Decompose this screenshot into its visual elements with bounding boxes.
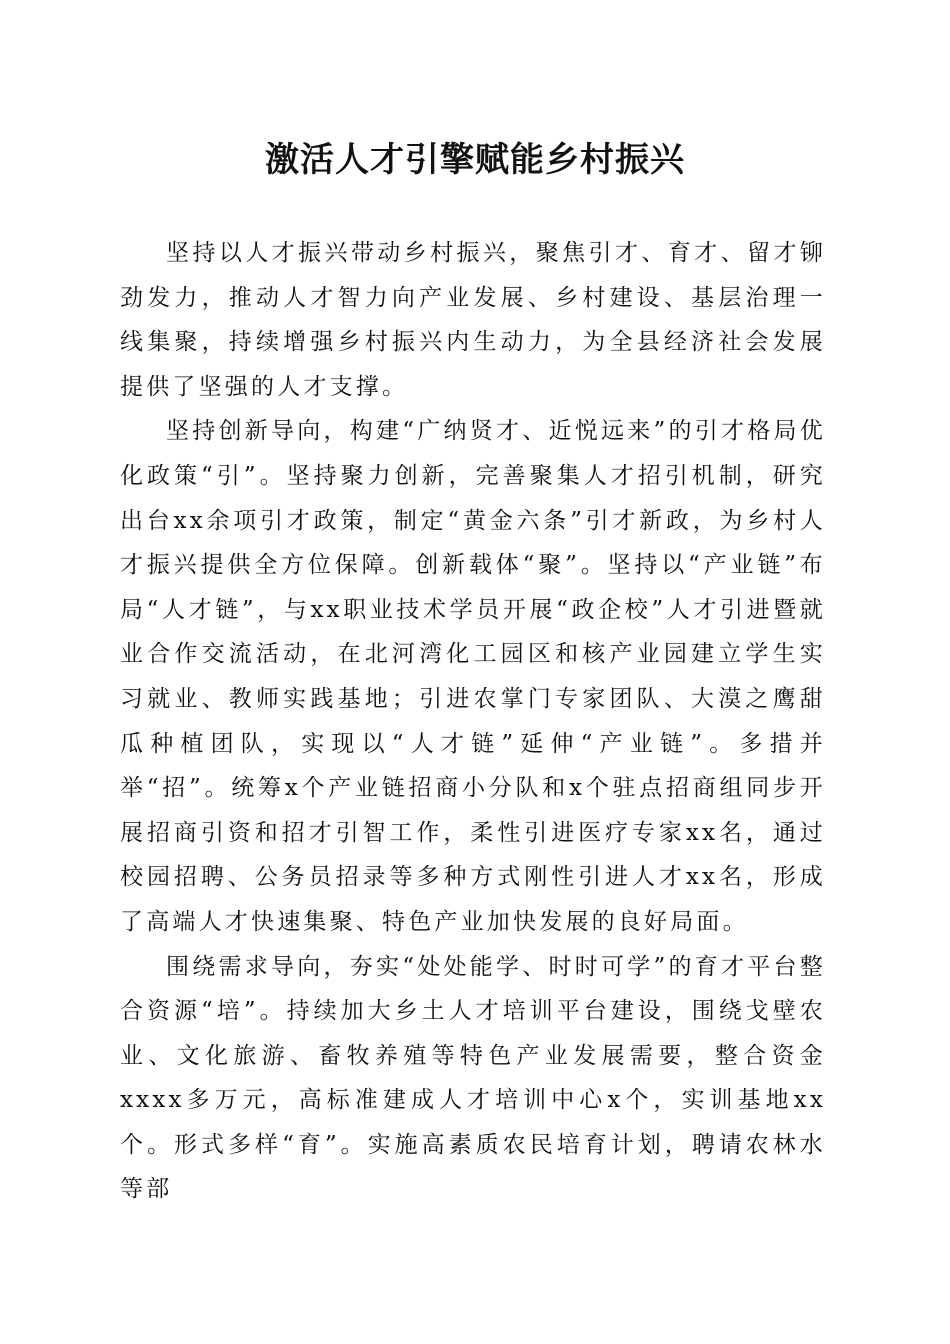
document-title: 激活人才引擎赋能乡村振兴 xyxy=(265,140,685,180)
paragraph-2: 坚持创新导向，构建“广纳贤才、近悦远来”的引才格局优化政策“引”。坚持聚力创新，完善聚集人才招引机制，研究出台xx余项引才政策，制定“黄金六条”引才新政，为乡村人才振兴提供全方位保障。创新载体“聚”。坚持以“产业链”布局“人才链”，与xx职业技术学员开展“政企校”人才引进暨就业合作交流活动，在北河湾化工园区和核产业园建立学生实习就业、教师实践基地；引进农掌门专家团队、大漠之鹰甜瓜种植团队，实现以“人才链”延伸“产业链”。多措并举“招”。统筹x个产业链招商小分队和x个驻点招商组同步开展招商引资和招才引智工作，柔性引进医疗专家xx名，通过校园招聘、公务员招录等多种方式刚性引进人才xx名，形成了高端人才快速集聚、特色产业加快发展的良好局面。 xyxy=(120,418,826,935)
document-body xyxy=(120,231,826,1212)
paragraph-3: 围绕需求导向，夯实“处处能学、时时可学”的育才平台整合资源“培”。持续加大乡土人才培训平台建设，围绕戈壁农业、文化旅游、畜牧养殖等特色产业发展需要，整合资金xxxx多万元，高标准建成人才培训中心x个，实训基地xx个。形式多样“育”。实施高素质农民培育计划，聘请农林水等部 xyxy=(120,953,826,1203)
paragraph-1: 坚持以人才振兴带动乡村振兴，聚焦引才、育才、留才铆劲发力，推动人才智力向产业发展、乡村建设、基层治理一线集聚，持续增强乡村振兴内生动力，为全县经济社会发展提供了坚强的人才支撑。 xyxy=(120,240,826,400)
